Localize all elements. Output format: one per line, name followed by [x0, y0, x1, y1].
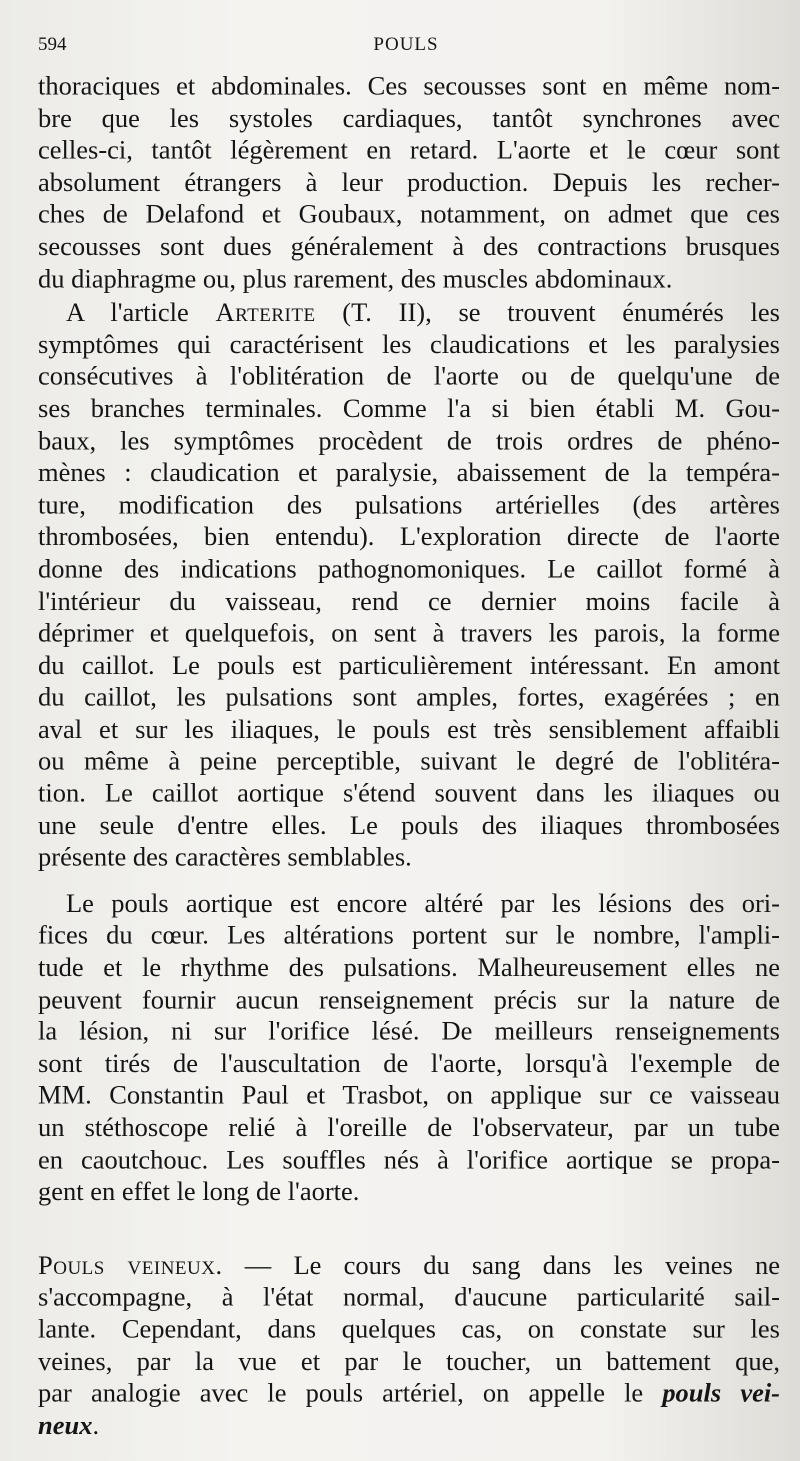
text-line: thoraciques et abdominales. Ces secousses sont en même nom-: [38, 70, 780, 101]
text-line: tude et le rhythme des pulsations. Malheureusement elles ne: [38, 952, 780, 982]
text-line: la lésion, ni sur l'orifice lésé. De meilleurs renseignements: [38, 1016, 780, 1046]
body-text: [38, 70, 780, 1441]
text-line: s'accompagne, à l'état normal, d'aucune particularité sail-: [38, 1282, 780, 1312]
text-line: consécutives à l'oblitération de l'aorte ou de quelqu'une de: [38, 361, 780, 391]
paragraph-3: [38, 887, 780, 1208]
italic-term: pouls vei-: [662, 1378, 781, 1408]
text-fragment: A l'article: [66, 297, 216, 327]
text-fragment: .: [92, 1410, 100, 1440]
text-line: absolument étrangers à leur production. Depuis les recher-: [38, 167, 780, 197]
text-line: une seule d'entre elles. Le pouls des iliaques thrombosées: [38, 810, 780, 840]
page-number: 594: [38, 34, 67, 55]
article-reference: Arterite: [215, 297, 316, 327]
text-line: l'intérieur du vaisseau, rend ce dernier moins facile à: [38, 585, 780, 616]
section-heading: Pouls veineux.: [38, 1249, 223, 1280]
text-line: en caoutchouc. Les souffles nés à l'orifice aortique se propa-: [38, 1144, 780, 1175]
text-fragment: par analogie avec le pouls artériel, on appelle le: [38, 1378, 663, 1408]
text-line: sont tirés de l'auscultation de l'aorte, lorsqu'à l'exemple de: [38, 1048, 780, 1078]
text-line: [38, 296, 780, 328]
text-line: [38, 1377, 780, 1409]
text-line: baux, les symptômes procèdent de trois ordres de phéno-: [38, 425, 780, 456]
text-line: symptômes qui caractérisent les claudications et les paralysies: [38, 329, 780, 359]
text-line: ou même à peine perceptible, suivant le degré de l'oblitéra-: [38, 746, 780, 776]
text-line: veines, par la vue et par le toucher, un battement que,: [38, 1346, 780, 1376]
text-line: fices du cœur. Les altérations portent sur le nombre, l'ampli-: [38, 920, 780, 950]
text-line: ture, modification des pulsations artérielles (des artères: [38, 489, 780, 520]
text-line: MM. Constantin Paul et Trasbot, on applique sur ce vaisseau: [38, 1080, 780, 1110]
italic-term-end: neux: [38, 1410, 93, 1440]
text-line: déprimer et quelquefois, on sent à travers les parois, la forme: [38, 617, 780, 648]
paragraph-4: [38, 1249, 780, 1441]
running-head: POULS: [373, 34, 439, 55]
text-line: ses branches terminales. Comme l'a si bien établi M. Gou-: [38, 393, 780, 424]
text-line: gent en effet le long de l'aorte.: [38, 1176, 360, 1207]
paragraph-2: [38, 296, 780, 873]
text-line: bre que les systoles cardiaques, tantôt synchrones avec: [38, 103, 780, 133]
text-line: lante. Cependant, dans quelques cas, on constate sur les: [38, 1314, 780, 1344]
text-line: thrombosées, bien entendu). L'exploration directe de l'aorte: [38, 521, 780, 552]
paragraph-1: [38, 70, 780, 294]
text-fragment: — Le cours du sang dans les veines ne: [222, 1249, 780, 1280]
text-line: donne des indications pathognomoniques. Le caillot formé à: [38, 553, 780, 584]
text-line: du caillot, les pulsations sont amples, fortes, exagérées ; en: [38, 682, 780, 712]
text-fragment: (T. II), se trouvent énumérés les: [315, 297, 780, 327]
text-line: mènes : claudication et paralysie, abaissement de la tempéra-: [38, 457, 780, 488]
text-line: celles-ci, tantôt légèrement en retard. L'aorte et le cœur sont: [38, 135, 780, 165]
text-line: [38, 1409, 780, 1441]
text-line: secousses sont dues généralement à des contractions brusques: [38, 231, 780, 261]
text-line: ches de Delafond et Goubaux, notamment, on admet que ces: [38, 199, 780, 229]
text-line: un stéthoscope relié à l'oreille de l'observateur, par un tube: [38, 1112, 780, 1143]
text-line: du diaphragme ou, plus rarement, des muscles abdominaux.: [38, 263, 673, 293]
text-line: présente des caractères semblables.: [38, 842, 412, 872]
page-header: [38, 34, 774, 60]
text-line: Le pouls aortique est encore altéré par les lésions des ori-: [66, 888, 780, 918]
text-line: du caillot. Le pouls est particulièrement intéressant. En amont: [38, 649, 780, 680]
text-line: [38, 1249, 780, 1281]
text-line: aval et sur les iliaques, le pouls est très sensiblement affaibli: [38, 714, 780, 744]
text-line: peuvent fournir aucun renseignement précis sur la nature de: [38, 984, 780, 1014]
text-line: tion. Le caillot aortique s'étend souvent dans les iliaques ou: [38, 778, 780, 808]
